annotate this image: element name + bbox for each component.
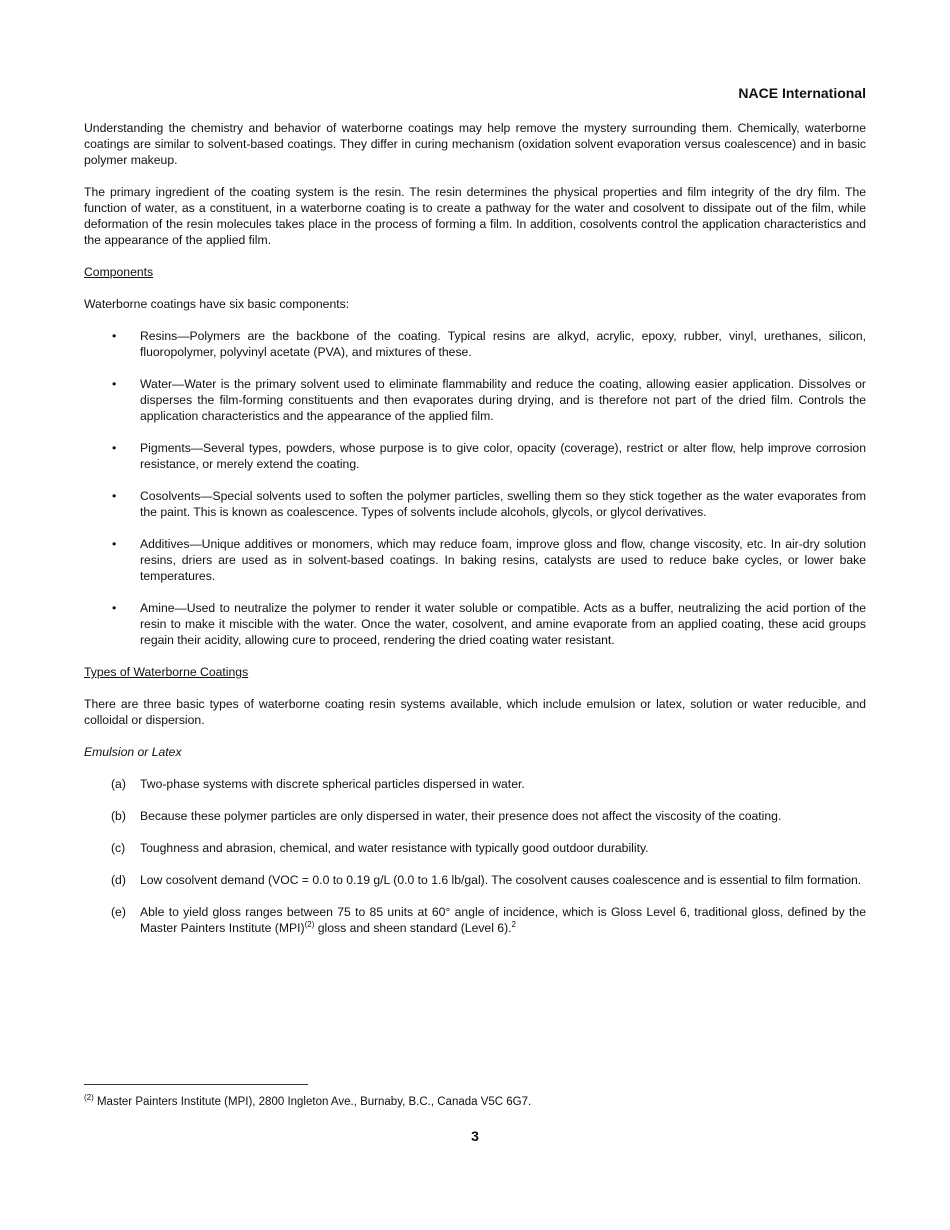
footnote	[84, 1094, 531, 1110]
list-item-text: Resins—Polymers are the backbone of the coating. Typical resins are alkyd, acrylic, epoxy, rubber, vinyl, urethanes, silicon, fluoropolymer, polyvinyl acetate (PVA), and mixtures of these.	[140, 329, 866, 359]
list-marker: (b)	[111, 809, 126, 823]
list-item	[84, 488, 866, 520]
types-lead: There are three basic types of waterborne coating resin systems available, which include emulsion or latex, solution or water reducible, and colloidal or dispersion.	[84, 697, 866, 727]
footnote-marker: (2)	[84, 1093, 94, 1102]
bullet-icon: •	[112, 329, 117, 343]
list-marker: (d)	[111, 873, 126, 887]
section-heading-components: Components	[84, 265, 154, 279]
bullet-icon: •	[112, 489, 117, 503]
emulsion-list	[84, 776, 866, 936]
list-item-text	[140, 905, 866, 935]
list-marker: (c)	[111, 841, 126, 855]
footnote-ref[interactable]: (2)	[304, 920, 315, 929]
list-item	[84, 776, 866, 792]
components-list	[84, 328, 866, 648]
subheading-emulsion: Emulsion or Latex	[84, 745, 182, 759]
list-item-text: Amine—Used to neutralize the polymer to render it water soluble or compatible. Acts as a buffer, neutralizing the acid portion of the resin to make it miscible with the water. Once the water, cosolvent, and amine evaporate from an applied coating, these acid groups regain their acidity, allowing cure to proceed, rendering the dried coating water resistant.	[140, 601, 866, 647]
list-item	[84, 904, 866, 936]
list-item	[84, 840, 866, 856]
list-item	[84, 440, 866, 472]
reference-citation[interactable]: 2	[511, 920, 516, 929]
list-marker: (e)	[111, 905, 126, 919]
list-item	[84, 600, 866, 648]
body-content	[84, 120, 866, 952]
intro-paragraph-2: The primary ingredient of the coating system is the resin. The resin determines the physical properties and film integrity of the dry film. The function of water, as a constituent, in a waterborne coating is to create a pathway for the water and cosolvent to dissipate out of the film, while deformation of the resin molecules takes place in the process of forming a film. In addition, cosolvents control the application characteristics and the appearance of the applied film.	[84, 185, 866, 247]
list-item-text: Pigments—Several types, powders, whose purpose is to give color, opacity (coverage), restrict or alter flow, help improve corrosion resistance, or merely extend the coating.	[140, 441, 866, 471]
page-number: 3	[471, 1128, 479, 1144]
bullet-icon: •	[112, 601, 117, 615]
list-item-text: Cosolvents—Special solvents used to soften the polymer particles, swelling them so they stick together as the water evaporates from the paint. This is known as coalescence. Types of solvents include alcohols, glycols, or glycol derivatives.	[140, 489, 866, 519]
footnote-text: Master Painters Institute (MPI), 2800 Ingleton Ave., Burnaby, B.C., Canada V5C 6G7.	[93, 1096, 532, 1108]
list-item-text-part: Able to yield gloss ranges between 75 to 85 units at 60° angle of incidence, which is Gloss Level 6, traditional gloss, defined by the Master Painters Institute (MPI)	[140, 905, 866, 935]
footnote-divider	[84, 1084, 308, 1085]
list-item-text: Because these polymer particles are only dispersed in water, their presence does not affect the viscosity of the coating.	[140, 809, 782, 823]
list-item-text: Low cosolvent demand (VOC = 0.0 to 0.19 g/L (0.0 to 1.6 lb/gal). The cosolvent causes coalescence and is essential to film formation.	[140, 873, 862, 887]
section-heading-types: Types of Waterborne Coatings	[84, 665, 249, 679]
bullet-icon: •	[112, 377, 117, 391]
intro-paragraph-1: Understanding the chemistry and behavior of waterborne coatings may help remove the mystery surrounding them. Chemically, waterborne coatings are similar to solvent-based coatings. They differ in curing mechanism (oxidation solvent evaporation versus coalescence) and in basic polymer makeup.	[84, 121, 866, 167]
list-marker: (a)	[111, 777, 126, 791]
list-item	[84, 536, 866, 584]
list-item	[84, 808, 866, 824]
list-item	[84, 872, 866, 888]
list-item-text: Water—Water is the primary solvent used to eliminate flammability and reduce the coating, allowing easier application. Dissolves or disperses the film-forming constituents and then evaporates during drying, and is therefore not part of the dried film. Controls the application characteristics and the appearance of the applied film.	[140, 377, 866, 423]
list-item-text: Additives—Unique additives or monomers, which may reduce foam, improve gloss and flow, change viscosity, etc. In air-dry solution resins, driers are used as in solvent-based coatings. In baking resins, catalysts are used to reduce bake cycles, or lower bake temperatures.	[140, 537, 866, 583]
components-lead: Waterborne coatings have six basic components:	[84, 297, 350, 311]
bullet-icon: •	[112, 537, 117, 551]
list-item-text: Toughness and abrasion, chemical, and water resistance with typically good outdoor durability.	[140, 841, 649, 855]
running-header: NACE International	[738, 85, 866, 101]
bullet-icon: •	[112, 441, 117, 455]
list-item-text: Two-phase systems with discrete spherical particles dispersed in water.	[140, 777, 525, 791]
list-item-text-part: gloss and sheen standard (Level 6).	[314, 921, 512, 935]
list-item	[84, 328, 866, 360]
list-item	[84, 376, 866, 424]
